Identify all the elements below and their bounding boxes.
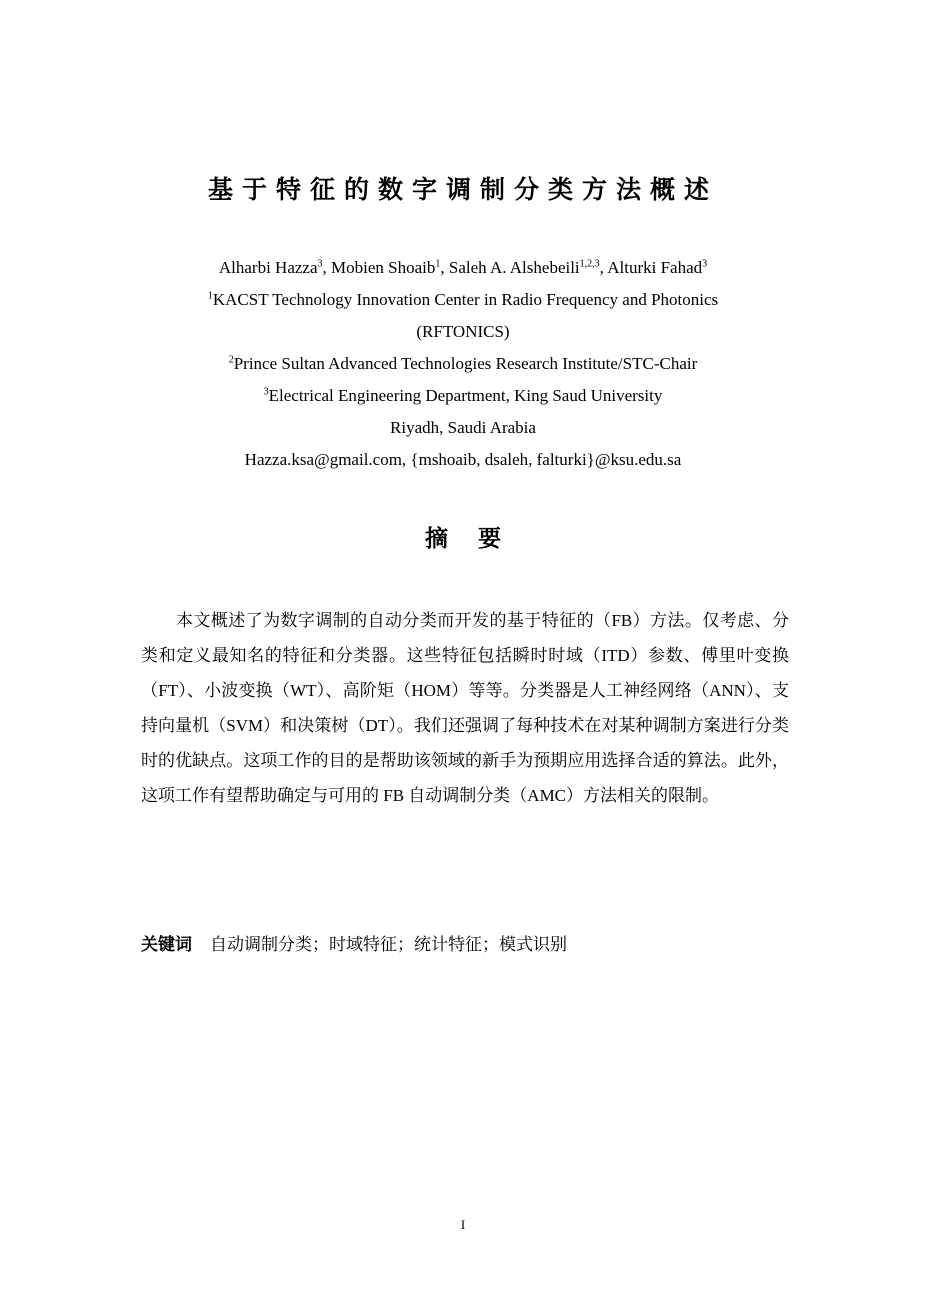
keywords-label: 关键词 — [141, 935, 192, 955]
author-affiliation-mark: 3 — [702, 258, 708, 270]
keywords-line — [141, 930, 789, 960]
affiliation-mark: 1 — [207, 290, 213, 302]
affiliation-text: Prince Sultan Advanced Technologies Research Institute/STC-Chair — [233, 354, 698, 373]
author-separator: , — [322, 258, 331, 277]
author-name: Alharbi Hazza — [218, 258, 318, 277]
abstract-heading: 摘 要 — [424, 526, 501, 552]
affiliation-1 — [0, 284, 926, 316]
keywords-text: 自动调制分类；时域特征；统计特征；模式识别 — [210, 935, 567, 954]
author-affiliation-mark: 3 — [317, 258, 323, 270]
affiliation-2 — [0, 348, 926, 380]
affiliation-text: Electrical Engineering Department, King Saud University — [268, 386, 663, 405]
author-name: Alturki Fahad — [607, 258, 703, 277]
author-name: Mobien Shoaib — [331, 258, 436, 277]
author-emails: Hazza.ksa@gmail.com, {mshoaib, dsaleh, falturki}@ksu.edu.sa — [244, 450, 682, 469]
affiliation-text: KACST Technology Innovation Center in Radio Frequency and Photonics — [212, 290, 719, 309]
affiliation-3 — [0, 380, 926, 412]
author-affiliation-mark: 1,2,3 — [579, 258, 600, 270]
page-number: I — [460, 1217, 466, 1232]
affiliation-1-continued: (RFTONICS) — [416, 322, 510, 341]
author-name: Saleh A. Alshebeili — [448, 258, 580, 277]
author-affiliation-mark: 1 — [435, 258, 441, 270]
affiliation-mark: 2 — [228, 354, 234, 366]
author-separator: , — [440, 258, 449, 277]
affiliation-mark: 3 — [263, 386, 269, 398]
abstract-text: 本文概述了为数字调制的自动分类而开发的基于特征的（FB）方法。仅考虑、分类和定义最知名的特征和分类器。这些特征包括瞬时时域（ITD）参数、傅里叶变换（FT）、小波变换（WT）、高阶矩（HOM）等等。分类器是人工神经网络（ANN）、支持向量机（SVM）和决策树（DT）。我们还强调了每种技术在对某种调制方案进行分类时的优缺点。这项工作的目的是帮助该领域的新手为预期应用选择合适的算法。此外，这项工作有望帮助确定与可用的 FB 自动调制分类（AMC）方法相关的限制。 — [141, 611, 789, 805]
author-block — [0, 252, 926, 476]
paper-title: 基于特征的数字调制分类方法概述 — [207, 175, 718, 204]
author-separator: , — [599, 258, 608, 277]
author-list — [0, 252, 926, 284]
location: Riyadh, Saudi Arabia — [390, 418, 536, 437]
